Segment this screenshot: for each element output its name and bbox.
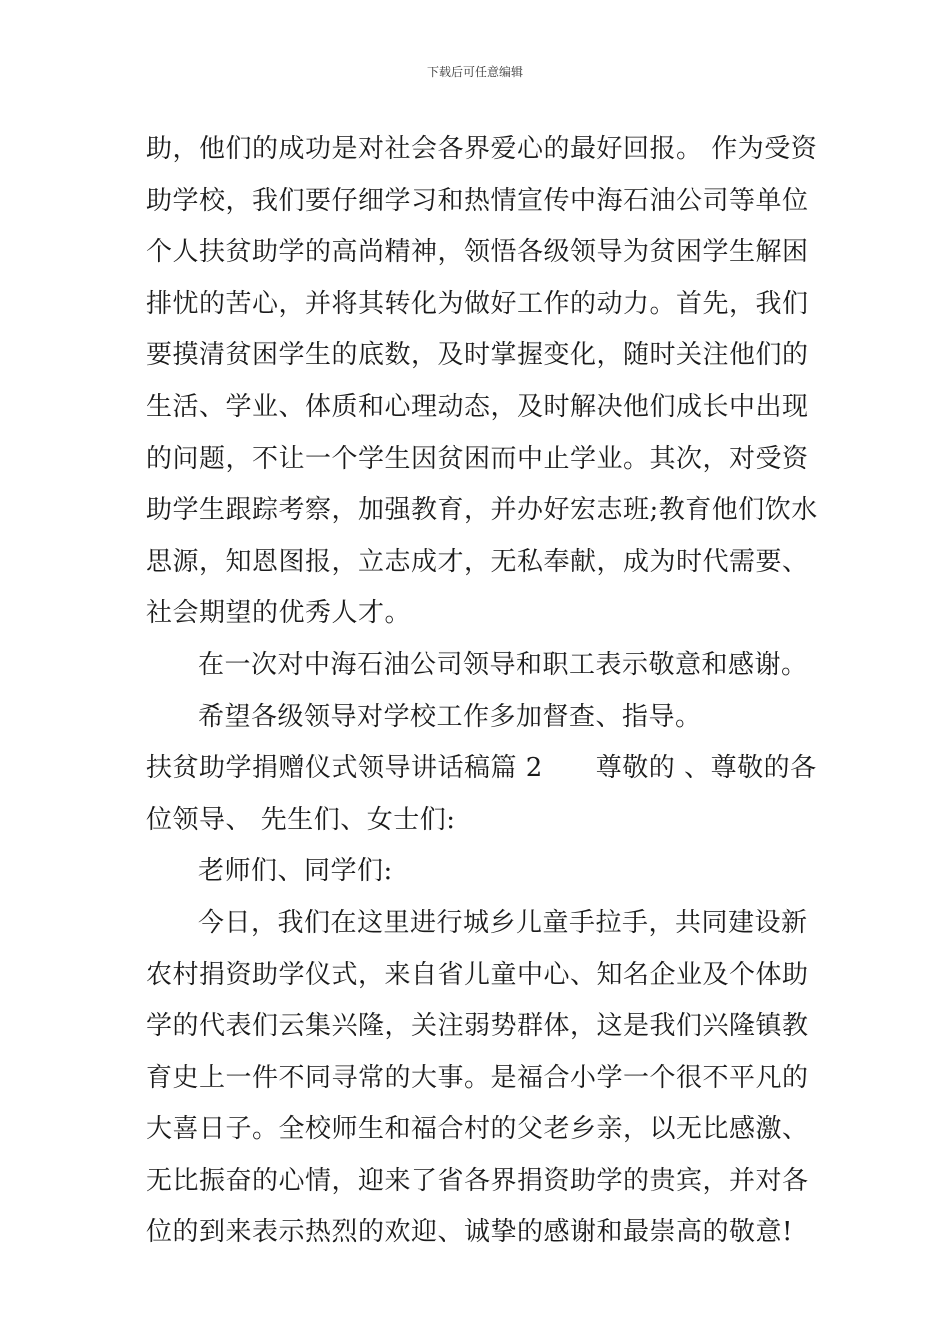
text-line: 的问题，不让一个学生因贫困而中止学业。其次，对受资 <box>146 443 809 474</box>
text-line: 学的代表们云集兴隆，关注弱势群体，这是我们兴隆镇教 <box>146 1011 809 1042</box>
text-line: 助学生跟踪考察，加强教育，并办好宏志班;教育他们饮水 <box>146 495 818 526</box>
text-line: 排忧的苦心，并将其转化为做好工作的动力。首先，我们 <box>146 288 809 319</box>
text-line: 生活、学业、体质和心理动态，及时解决他们成长中出现 <box>146 391 809 422</box>
text-line: 助学校，我们要仔细学习和热情宣传中海石油公司等单位 <box>146 185 809 216</box>
paragraph-line: 今日，我们在这里进行城乡儿童手拉手，共同建设新 <box>198 907 808 938</box>
text-line: 社会期望的优秀人才。 <box>146 598 412 629</box>
page-header: 下载后可任意编辑 <box>426 65 523 79</box>
text-line: 要摸清贫困学生的底数，及时掌握变化，随时关注他们的 <box>146 340 809 371</box>
text-line: 个人扶贫助学的高尚精神，领悟各级领导为贫困学生解困 <box>146 237 809 268</box>
paragraph-line: 希望各级领导对学校工作多加督查、指导。 <box>198 701 702 732</box>
text-line: 位领导、 先生们、女士们: <box>146 804 456 835</box>
document-body <box>146 124 818 1259</box>
text-line: 无比振奋的心情，迎来了省各界捐资助学的贵宾，并对各 <box>146 1165 809 1196</box>
text-line: 大喜日子。全校师生和福合村的父老乡亲，以无比感激、 <box>146 1114 809 1145</box>
text-line: 农村捐资助学仪式，来自省儿童中心、知名企业及个体助 <box>146 959 809 990</box>
text-line: 位的到来表示热烈的欢迎、诚挚的感谢和最崇高的敬意! <box>146 1217 793 1248</box>
paragraph-line: 在一次对中海石油公司领导和职工表示敬意和感谢。 <box>198 649 808 680</box>
text-line: 思源，知恩图报，立志成才，无私奉献，成为时代需要、 <box>146 546 809 577</box>
section-title-line: 扶贫助学捐赠仪式领导讲话稿篇 2 尊敬的 、尊敬的各 <box>146 753 817 784</box>
text-line: 育史上一件不同寻常的大事。是福合小学一个很不平凡的 <box>146 1062 809 1093</box>
text-line: 助，他们的成功是对社会各界爱心的最好回报。 作为受资 <box>146 134 818 164</box>
salutation-line: 老师们、同学们: <box>198 856 393 887</box>
